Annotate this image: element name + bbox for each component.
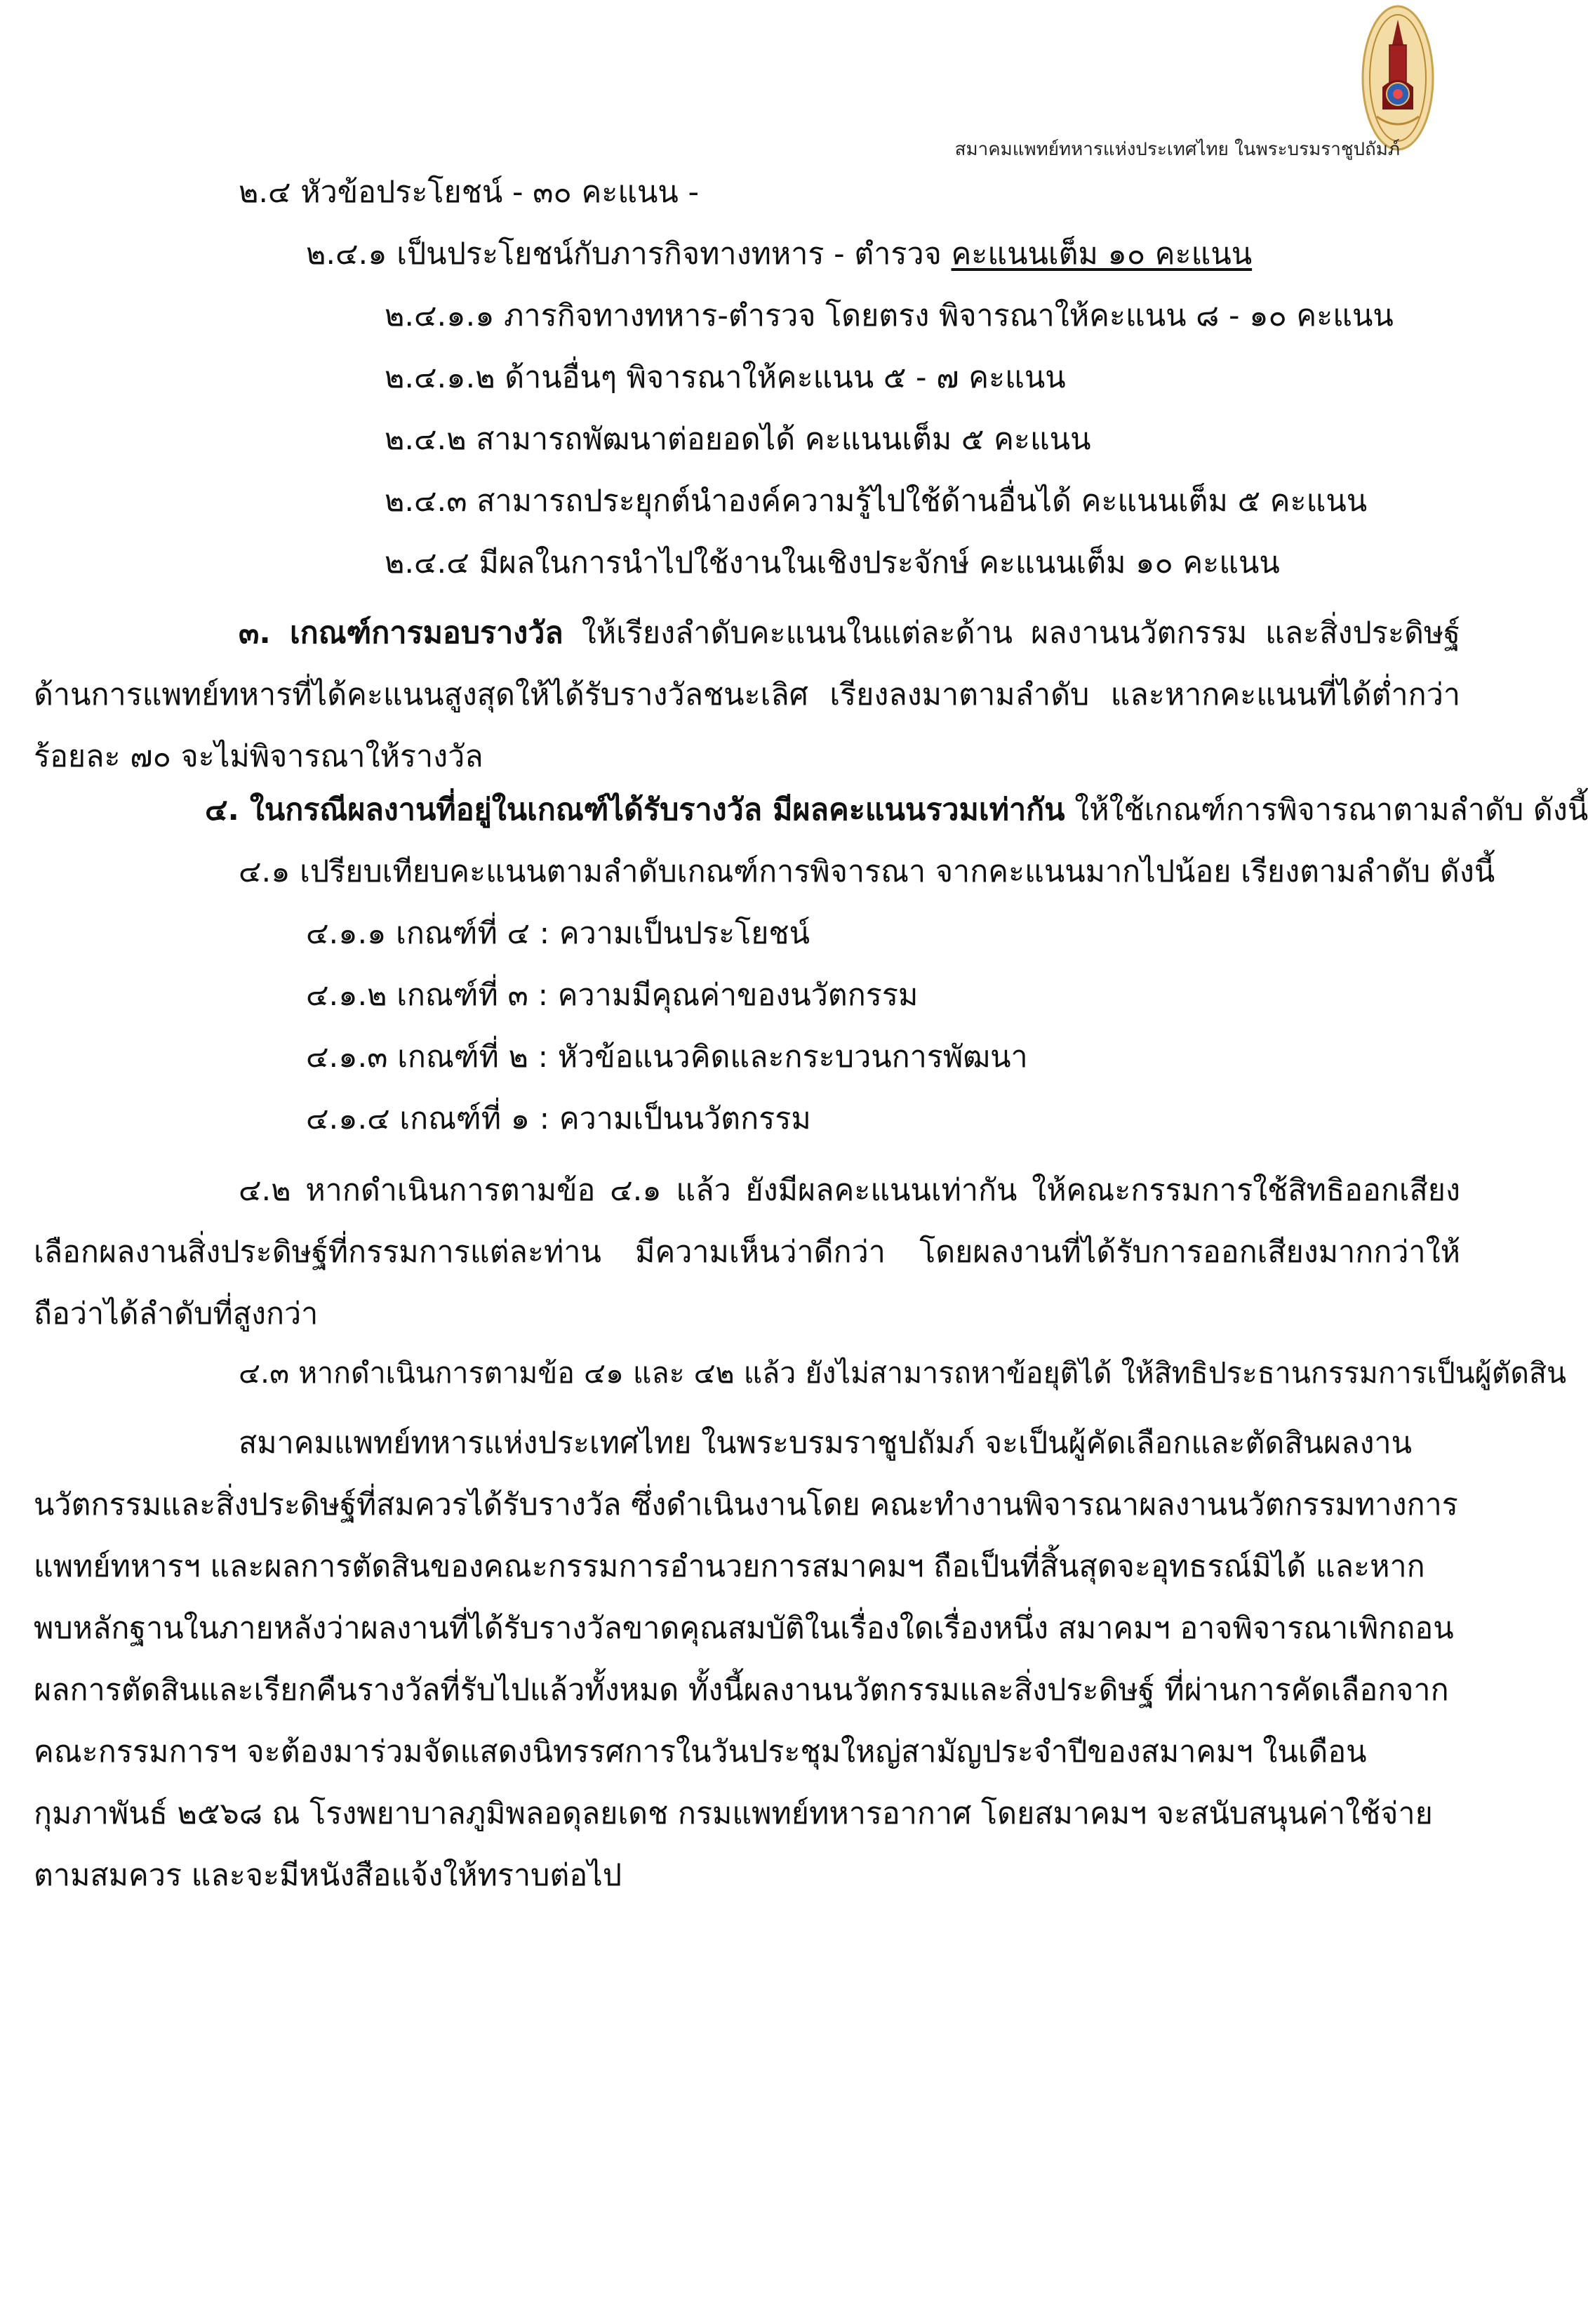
section-3-heading: ๓. เกณฑ์การมอบรางวัล	[239, 616, 563, 651]
section-3-paragraph	[34, 602, 1460, 788]
section-4-1: ๔.๑ เปรียบเทียบคะแนนตามลำดับเกณฑ์การพิจารณา จากคะแนนมากไปน้อย เรียงตามลำดับ ดังนี้	[239, 854, 1495, 889]
section-4-3: ๔.๓ หากดำเนินการตามข้อ ๔๑ และ ๔๒ แล้ว ยังไม่สามารถหาข้อยุติได้ ให้สิทธิประธานกรรมการเป็นผู้ตัดสิน	[239, 1356, 1567, 1390]
section-2-4-1-1: ๒.๔.๑.๑ ภารกิจทางทหาร-ตำรวจ โดยตรง พิจารณาให้คะแนน ๘ - ๑๐ คะแนน	[385, 298, 1394, 333]
section-2-4-2: ๒.๔.๒ สามารถพัฒนาต่อยอดได้ คะแนนเต็ม ๕ คะแนน	[385, 422, 1091, 457]
section-4-1-1: ๔.๑.๑ เกณฑ์ที่ ๔ : ความเป็นประโยชน์	[306, 916, 810, 951]
section-2-4-title: ๒.๔ หัวข้อประโยชน์ - ๓๐ คะแนน -	[239, 175, 700, 210]
section-4-1-4: ๔.๑.๔ เกณฑ์ที่ ๑ : ความเป็นนวัตกรรม	[306, 1101, 811, 1136]
section-4-2: ๔.๒ หากดำเนินการตามข้อ ๔.๑ แล้ว ยังมีผลคะแนนเท่ากัน ให้คณะกรรมการใช้สิทธิออกเสียงเลือกผลงานสิ่งประดิษฐ์ที่กรรมการแต่ละท่าน มีความเห็นว่าดีกว่า โดยผลงานที่ได้รับการออกเสียงมากกว่าให้ถือว่าได้ลำดับที่สูงกว่า	[34, 1173, 1460, 1332]
section-2-4-1	[306, 233, 1252, 275]
section-4-heading-line	[205, 789, 1588, 831]
section-4-1-2: ๔.๑.๒ เกณฑ์ที่ ๓ : ความมีคุณค่าของนวัตกรรม	[306, 978, 919, 1013]
section-2-4-1-2: ๒.๔.๑.๒ ด้านอื่นๆ พิจารณาให้คะแนน ๕ - ๗ คะแนน	[385, 360, 1066, 395]
section-4-1-3: ๔.๑.๓ เกณฑ์ที่ ๒ : หัวข้อแนวคิดและกระบวนการพัฒนา	[306, 1040, 1028, 1075]
section-2-4-4: ๒.๔.๔ มีผลในการนำไปใช้งานในเชิงประจักษ์ คะแนนเต็ม ๑๐ คะแนน	[385, 545, 1280, 580]
section-2-4-3: ๒.๔.๓ สามารถประยุกต์นำองค์ความรู้ไปใช้ด้านอื่นได้ คะแนนเต็ม ๕ คะแนน	[385, 484, 1368, 519]
section-4-heading: ๔. ในกรณีผลงานที่อยู่ในเกณฑ์ได้รับรางวัล มีผลคะแนนรวมเท่ากัน	[205, 792, 1065, 828]
association-emblem-icon	[1361, 4, 1434, 152]
section-2-4-1-text: ๒.๔.๑ เป็นประโยชน์กับภารกิจทางทหาร - ตำรวจ	[306, 237, 952, 272]
section-2-4-1-score: คะแนนเต็ม ๑๐ คะแนน	[951, 237, 1253, 272]
closing-paragraph	[34, 1412, 1460, 1906]
section-4-heading-tail: ให้ใช้เกณฑ์การพิจารณาตามลำดับ ดังนี้	[1065, 792, 1588, 828]
header-organization-name: สมาคมแพทย์ทหารแห่งประเทศไทย ในพระบรมราชูปถัมภ์	[954, 139, 1400, 160]
section-4-2-paragraph	[34, 1160, 1460, 1345]
section-3-body: ให้เรียงลำดับคะแนนในแต่ละด้าน ผลงานนวัตกรรม และสิ่งประดิษฐ์ด้านการแพทย์ทหารที่ได้คะแนนสูงสุดให้ได้รับรางวัลชนะเลิศ เรียงลงมาตามลำดับ และหากคะแนนที่ได้ต่ำกว่า ร้อยละ ๗๐ จะไม่พิจารณาให้รางวัล	[34, 616, 1460, 774]
closing-body: สมาคมแพทย์ทหารแห่งประเทศไทย ในพระบรมราชูปถัมภ์ จะเป็นผู้คัดเลือกและตัดสินผลงานนวัตกรรมและสิ่งประดิษฐ์ที่สมควรได้รับรางวัล ซึ่งดำเนินงานโดย คณะทำงานพิจารณาผลงานนวัตกรรมทางการแพทย์ทหารฯ และผลการตัดสินของคณะกรรมการอำนวยการสมาคมฯ ถือเป็นที่สิ้นสุดจะอุทธรณ์มิได้ และหากพบหลักฐานในภายหลังว่าผลงานที่ได้รับรางวัลขาดคุณสมบัติในเรื่องใดเรื่องหนึ่ง สมาคมฯ อาจพิจารณาเพิกถอนผลการตัดสินและเรียกคืนรางวัลที่รับไปแล้วทั้งหมด ทั้งนี้ผลงานนวัตกรรมและสิ่งประดิษฐ์ ที่ผ่านการคัดเลือกจากคณะกรรมการฯ จะต้องมาร่วมจัดแสดงนิทรรศการในวันประชุมใหญ่สามัญประจำปีของสมาคมฯ ในเดือนกุมภาพันธ์ ๒๕๖๘ ณ โรงพยาบาลภูมิพลอดุลยเดช กรมแพทย์ทหารอากาศ โดยสมาคมฯ จะสนับสนุนค่าใช้จ่ายตามสมควร และจะมีหนังสือแจ้งให้ทราบต่อไป	[34, 1426, 1458, 1893]
